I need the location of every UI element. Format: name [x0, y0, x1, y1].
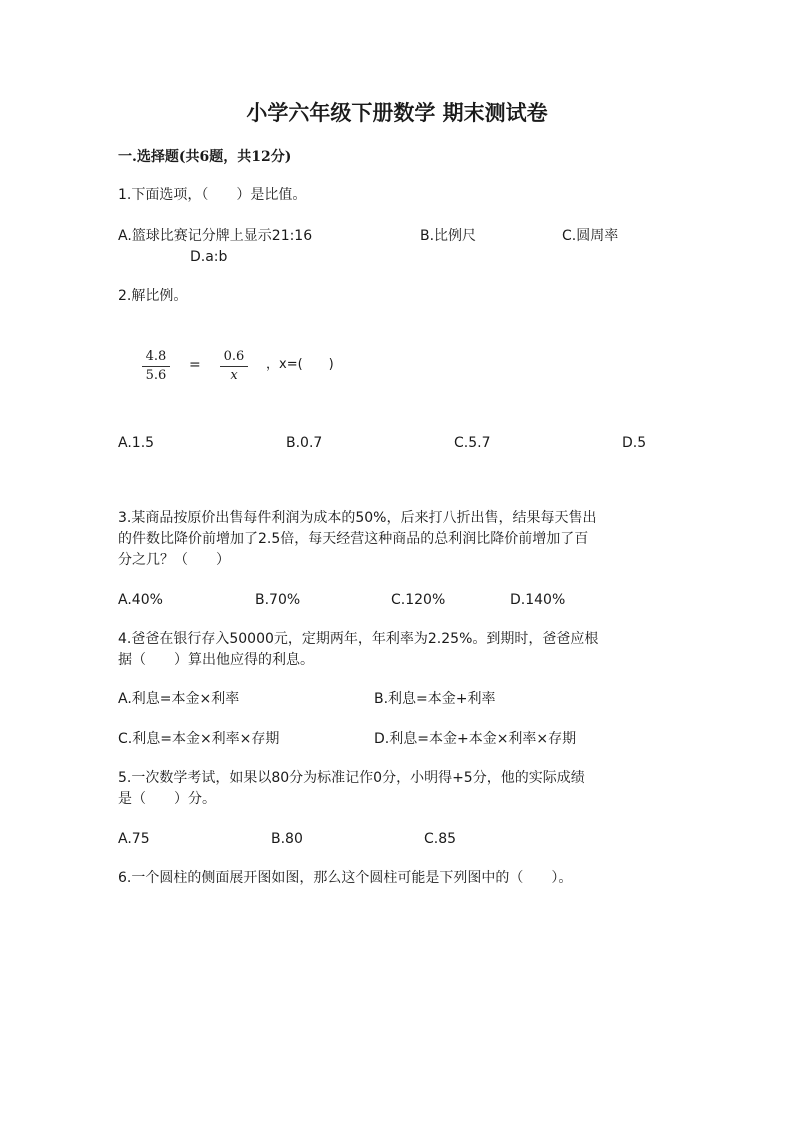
q4-stem-line-2: 据（ ）算出他应得的利息。 — [118, 652, 314, 668]
q3-option-d: D.140% — [510, 592, 566, 608]
q5-option-c: C.85 — [424, 831, 457, 847]
q1-option-a: A.篮球比赛记分牌上显示21:16 — [118, 228, 313, 244]
q1-option-b: B.比例尺 — [420, 228, 477, 244]
q2-equals-sign: = — [189, 357, 201, 373]
q2-option-b: B.0.7 — [286, 435, 323, 451]
q5-stem-line-2: 是（ ）分。 — [118, 791, 216, 807]
q4-option-c: C.利息=本金×利率×存期 — [118, 731, 280, 747]
q2-option-a: A.1.5 — [118, 435, 155, 451]
fraction-bar — [220, 366, 248, 367]
q2-option-c: C.5.7 — [454, 435, 491, 451]
q1-stem: 1.下面选项，（ ）是比值。 — [118, 187, 307, 203]
page-title: 小学六年级下册数学 期末测试卷 — [246, 100, 548, 125]
q3-stem-line-3: 分之几？（ ） — [118, 552, 230, 568]
q4-option-b: B.利息=本金+利率 — [374, 691, 496, 707]
q2-frac1-denominator: 5.6 — [145, 368, 167, 383]
q3-option-b: B.70% — [255, 592, 301, 608]
q2-option-d: D.5 — [622, 435, 647, 451]
section-heading: 一.选择题(共6题，共12分) — [118, 149, 292, 165]
q1-option-d: D.a:b — [190, 249, 228, 265]
q5-option-b: B.80 — [271, 831, 303, 847]
q2-frac1-numerator: 4.8 — [145, 349, 167, 364]
q2-frac2-denominator: x — [230, 368, 238, 383]
q6-stem: 6.一个圆柱的侧面展开图如图，那么这个圆柱可能是下列图中的（ ）。 — [118, 870, 573, 886]
q2-frac2-numerator: 0.6 — [223, 349, 245, 364]
q2-stem: 2.解比例。 — [118, 288, 188, 304]
q3-stem-line-1: 3.某商品按原价出售每件利润为成本的50%，后来打八折出售，结果每天售出 — [118, 510, 597, 526]
q2-fraction-right — [220, 349, 248, 384]
q3-option-c: C.120% — [391, 592, 446, 608]
q4-option-a: A.利息=本金×利率 — [118, 691, 240, 707]
q5-option-a: A.75 — [118, 831, 150, 847]
q4-option-d: D.利息=本金+本金×利率×存期 — [374, 731, 577, 747]
fraction-bar — [142, 366, 170, 367]
q2-fraction-left — [142, 349, 170, 384]
q1-option-c: C.圆周率 — [562, 228, 619, 244]
q4-stem-line-1: 4.爸爸在银行存入50000元，定期两年，年利率为2.25%。到期时，爸爸应根 — [118, 631, 599, 647]
q3-stem-line-2: 的件数比降价前增加了2.5倍，每天经营这种商品的总利润比降价前增加了百 — [118, 531, 589, 547]
q2-answer-blank: ，x=( ) — [266, 357, 334, 372]
q3-option-a: A.40% — [118, 592, 163, 608]
q5-stem-line-1: 5.一次数学考试，如果以80分为标准记作0分，小明得+5分，他的实际成绩 — [118, 770, 585, 786]
